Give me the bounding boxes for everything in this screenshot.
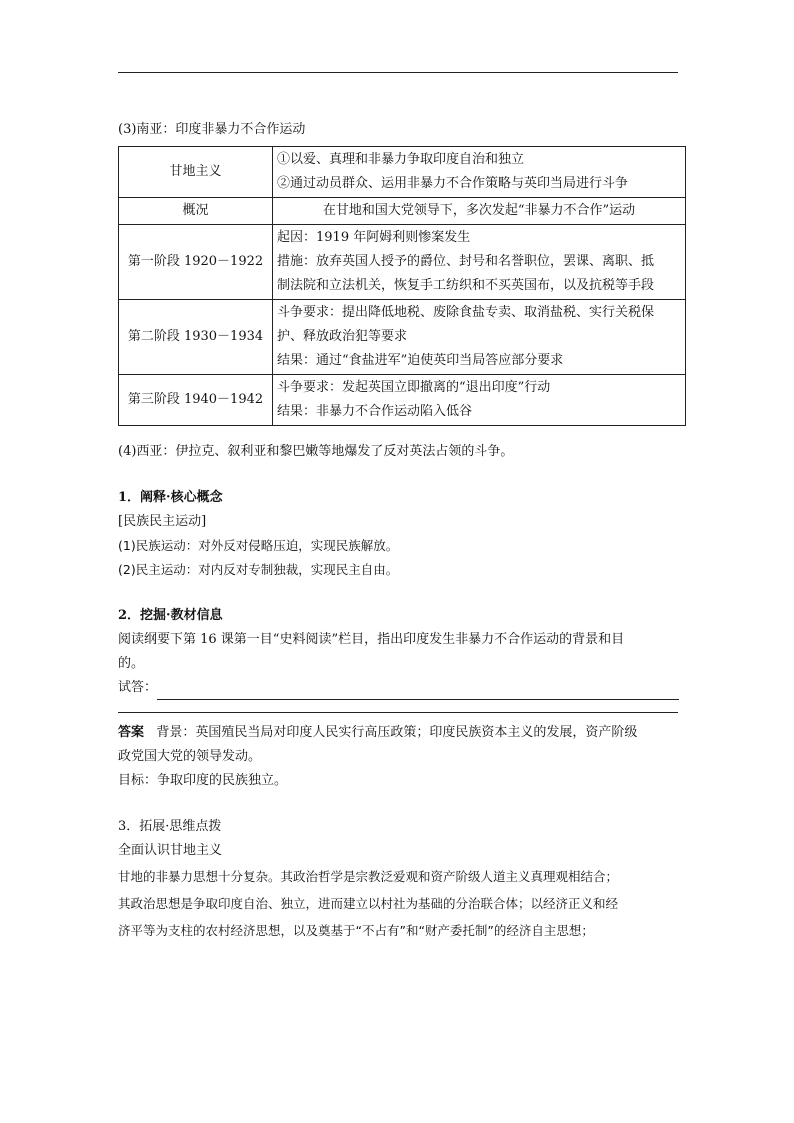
- answer-line: 背景：英国殖民当局对印度人民实行高压政策；印度民族资本主义的发展，资产阶级: [156, 725, 638, 740]
- row-content: [273, 198, 686, 225]
- spacer: [118, 426, 688, 440]
- row-content: [273, 300, 686, 375]
- answer-label: 答案: [118, 725, 145, 740]
- section-3-title: 3．拓展·思维点拨: [118, 819, 222, 834]
- row-key: 第二阶段 1930－1934: [119, 300, 273, 375]
- section-3-line: 济平等为支柱的农村经济思想，以及奠基于“不占有”和“财产委托制”的经济自主思想；: [118, 923, 594, 938]
- section-2-title: 2．挖掘·教材信息: [118, 608, 223, 623]
- row-key: 第三阶段 1940－1942: [119, 375, 273, 426]
- table-row: [119, 147, 686, 198]
- answer-line: 政党国大党的领导发动。: [118, 749, 262, 764]
- spacer: [118, 582, 688, 604]
- header-rule: [118, 72, 678, 73]
- section-3-subtitle: 全面认识甘地主义: [118, 843, 223, 858]
- spacer: [118, 464, 688, 486]
- question-text: 阅读纲要下第 16 课第一目“史料阅读”栏目，指出印度发生非暴力不合作运动的背景和目: [118, 632, 625, 647]
- section-1-title: 1．阐释·核心概念: [118, 490, 223, 505]
- row-content: [273, 375, 686, 426]
- row-line: 起因：1919 年阿姆利则惨案发生: [277, 230, 471, 245]
- row-key: 第一阶段 1920－1922: [119, 225, 273, 300]
- section-west-asia: (4)西亚：伊拉克、叙利亚和黎巴嫩等地爆发了反对英法占领的斗争。: [118, 444, 514, 459]
- try-answer-row: [118, 676, 688, 700]
- section-1-line: (2)民主运动：对内反对专制独裁，实现民主自由。: [118, 562, 399, 577]
- section-1-line: (1)民族运动：对外反对侵略压迫，实现民族解放。: [118, 538, 399, 553]
- row-line: 斗争要求：提出降低地税、废除食盐专卖、取消盐税、实行关税保: [277, 305, 655, 320]
- table-row: [119, 225, 686, 300]
- question-text: 的。: [118, 656, 145, 671]
- row-line: 在甘地和国大党领导下，多次发起“非暴力不合作”运动: [322, 203, 636, 218]
- table-row: [119, 375, 686, 426]
- answer-divider: [118, 712, 678, 713]
- section-1-subtitle: [民族民主运动]: [118, 514, 207, 529]
- spacer: [118, 793, 688, 815]
- answer-blank-line[interactable]: [157, 681, 679, 700]
- row-key: 概况: [119, 198, 273, 225]
- document-body: [118, 118, 688, 944]
- row-line: 结果：非暴力不合作运动陷入低谷: [277, 404, 473, 419]
- row-line: 护、释放政治犯等要求: [277, 329, 408, 344]
- section-3-line: 其政治思想是争取印度自治、独立，进而建立以村社为基础的分治联合体；以经济正义和经: [118, 896, 619, 911]
- answer-text: [118, 721, 688, 745]
- row-line: 制法院和立法机关，恢复手工纺织和不买英国布，以及抗税等手段: [277, 278, 655, 293]
- table-row: [119, 300, 686, 375]
- row-key: 甘地主义: [119, 147, 273, 198]
- row-content: [273, 147, 686, 198]
- row-line: ①以爱、真理和非暴力争取印度自治和独立: [277, 152, 525, 167]
- row-line: 措施：放弃英国人授予的爵位、封号和名誉职位，罢课、离职、抵: [277, 254, 655, 269]
- row-line: ②通过动员群众、运用非暴力不合作策略与英印当局进行斗争: [277, 176, 629, 191]
- section-3-line: 甘地的非暴力思想十分复杂。其政治哲学是宗教泛爱观和资产阶级人道主义真理观相结合；: [118, 869, 619, 884]
- table-row: [119, 198, 686, 225]
- answer-line: 目标：争取印度的民族独立。: [118, 773, 288, 788]
- section-south-asia: (3)南亚：印度非暴力不合作运动: [118, 122, 306, 137]
- row-line: 斗争要求：发起英国立即撤离的“退出印度”行动: [277, 380, 551, 395]
- try-answer-label: 试答：: [118, 680, 158, 695]
- row-line: 结果：通过“食盐进军”迫使英印当局答应部分要求: [277, 353, 564, 368]
- row-content: [273, 225, 686, 300]
- gandhi-movement-table: [118, 146, 686, 426]
